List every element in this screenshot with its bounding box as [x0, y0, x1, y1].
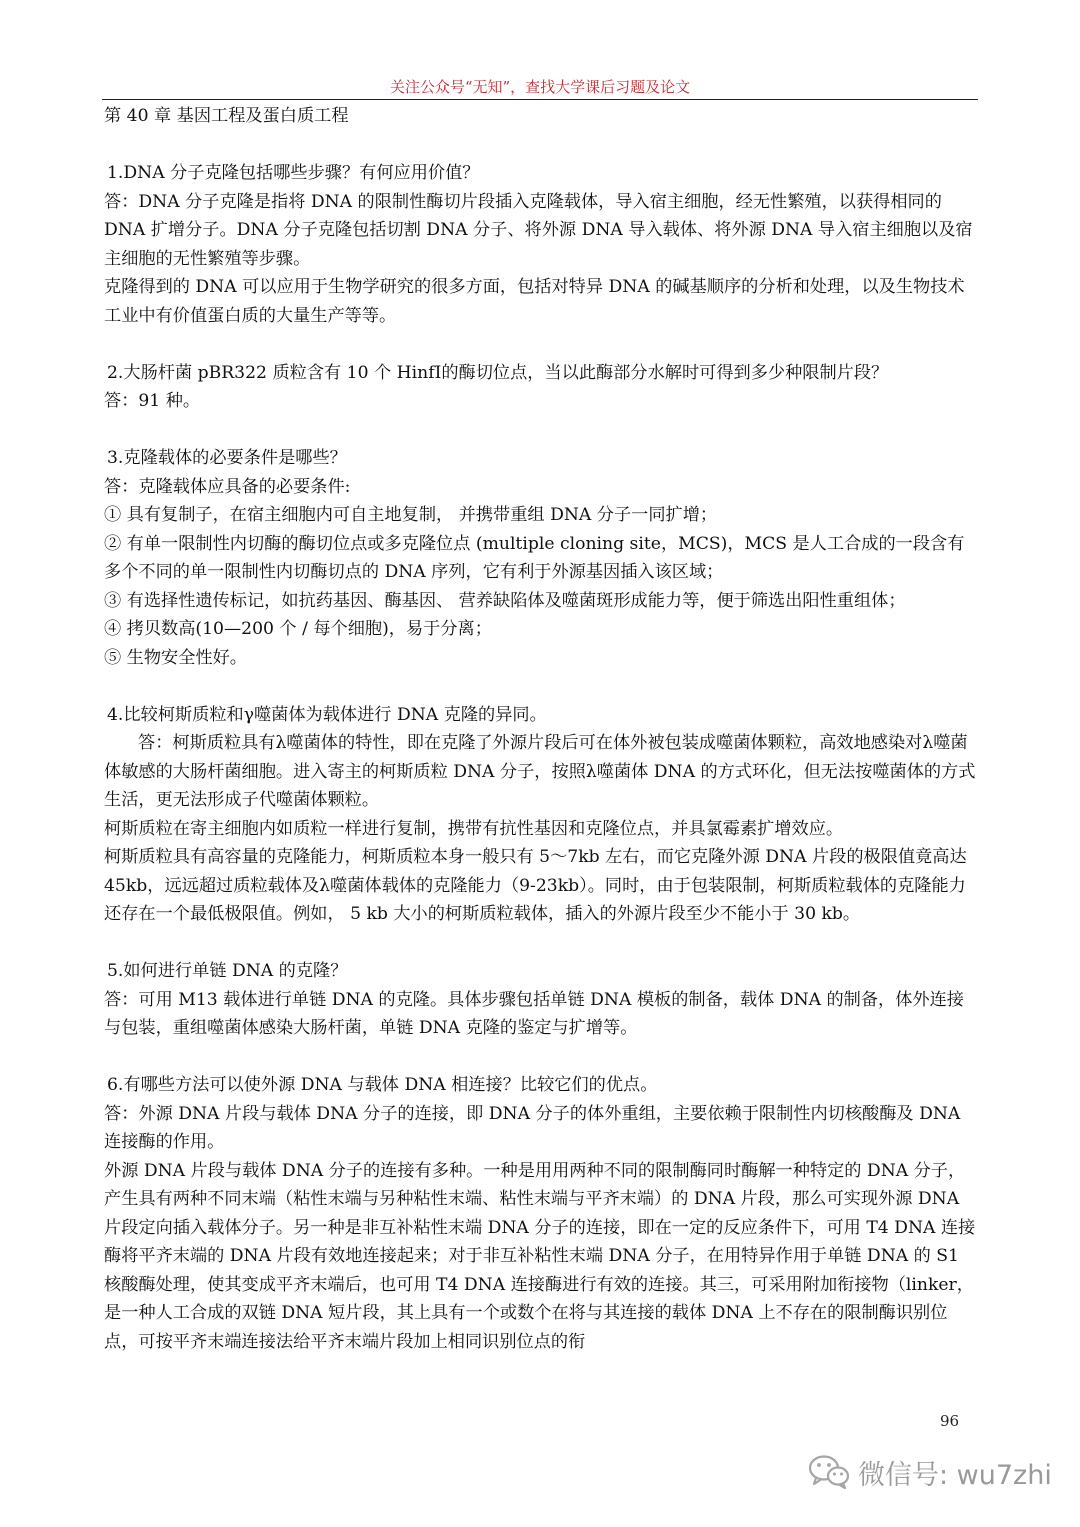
answer-2: 答：91 种。 — [104, 391, 201, 411]
header-divider — [102, 99, 978, 100]
question-1: 1.DNA 分子克隆包括哪些步骤？有何应用价值？ — [107, 163, 480, 183]
answer-4-paragraph-1: 答：柯斯质粒具有λ噬菌体的特性，即在克隆了外源片段后可在体外被包装成噬菌体颗粒，高效地感染对λ噬菌体敏感的大肠杆菌细胞。进入寄主的柯斯质粒 DNA 分子，按照λ噬菌体 DNA 的方式环化，但无法按噬菌体的方式生活，更无法形成子代噬菌体颗粒。 — [104, 733, 976, 810]
answer-6-paragraph-1: 答：外源 DNA 片段与载体 DNA 分子的连接，即 DNA 分子的体外重组，主要依赖于限制性内切核酸酶及 DNA 连接酶的作用。 — [104, 1103, 961, 1152]
answer-5: 答：可用 M13 载体进行单链 DNA 的克隆。具体步骤包括单链 DNA 模板的制备，载体 DNA 的制备，体外连接与包装，重组噬菌体感染大肠杆菌，单链 DNA 克隆的鉴定与扩增等。 — [104, 989, 964, 1038]
answer-3-item-4: ④ 拷贝数高(10—200 个 / 每个细胞)，易于分离； — [104, 619, 492, 639]
answer-3-item-1: ① 具有复制子，在宿主细胞内可自主地复制， 并携带重组 DNA 分子一同扩增； — [104, 505, 718, 525]
chapter-title: 第 40 章 基因工程及蛋白质工程 — [104, 106, 349, 126]
wechat-icon — [808, 1454, 850, 1490]
question-5: 5.如何进行单链 DNA 的克隆？ — [107, 961, 348, 981]
answer-1-paragraph-2: 克隆得到的 DNA 可以应用于生物学研究的很多方面，包括对特异 DNA 的碱基顺序的分析和处理，以及生物技术工业中有价值蛋白质的大量生产等等。 — [104, 277, 965, 326]
wechat-watermark — [808, 1452, 1052, 1492]
answer-3-item-5: ⑤ 生物安全性好。 — [104, 647, 247, 668]
question-3: 3.克隆载体的必要条件是哪些？ — [107, 448, 347, 468]
watermark-text: 微信号: wu7zhi — [858, 1459, 1052, 1491]
document-body — [104, 102, 980, 1356]
question-4: 4.比较柯斯质粒和γ噬菌体为载体进行 DNA 克隆的异同。 — [107, 704, 547, 725]
question-2: 2.大肠杆菌 pBR322 质粒含有 10 个 HinfⅠ的酶切位点，当以此酶部分水解时可得到多少种限制片段？ — [107, 362, 889, 383]
answer-1-paragraph-1: 答：DNA 分子克隆是指将 DNA 的限制性酶切片段插入克隆载体，导入宿主细胞，经无性繁殖，以获得相同的 DNA 扩增分子。DNA 分子克隆包括切割 DNA 分子、将外源 DNA 导入载体、将外源 DNA 导入宿主细胞以及宿主细胞的无性繁殖等步骤。 — [104, 191, 973, 269]
page-number: 96 — [940, 1412, 960, 1430]
answer-3-intro: 答：克隆载体应具备的必要条件: — [104, 476, 351, 497]
question-6: 6.有哪些方法可以使外源 DNA 与载体 DNA 相连接？比较它们的优点。 — [107, 1075, 658, 1095]
page-header: 关注公众号“无知”，查找大学课后习题及论文 — [389, 78, 691, 96]
answer-3-item-3: ③ 有选择性遗传标记，如抗药基因、酶基因、 营养缺陷体及噬菌斑形成能力等，便于筛选出阳性重组体； — [104, 590, 906, 611]
answer-6-paragraph-2: 外源 DNA 片段与载体 DNA 分子的连接有多种。一种是用用两种不同的限制酶同时酶解一种特定的 DNA 分子，产生具有两种不同末端（粘性末端与另种粘性末端、粘性末端与平齐末端）的 DNA 片段，那么可实现外源 DNA 片段定向插入载体分子。另一种是非互补粘性末端 DNA 分子的连接，即在一定的反应条件下，可用 T4 DNA 连接酶将平齐末端的 DNA 片段有效地连接起来；对于非互补粘性末端 DNA 分子，在用特异作用于单链 DNA 的 S1 核酸酶处理，使其变成平齐末端后，也可用 T4 DNA 连接酶进行有效的连接。其三，可采用附加衔接物（linker，是一种人工合成的双链 DNA 短片段，其上具有一个或数个在将与其连接的载体 DNA 上不存在的限制酶识别位点，可按平齐末端连接法给平齐末端片段加上相同识别位点的衔 — [104, 1160, 976, 1352]
answer-3-item-2: ② 有单一限制性内切酶的酶切位点或多克隆位点 (multiple cloning site，MCS)，MCS 是人工合成的一段含有多个不同的单一限制性内切酶切点的 DNA 序列，它有利于外源基因插入该区域； — [104, 533, 965, 582]
answer-4-paragraph-3: 柯斯质粒具有高容量的克隆能力，柯斯质粒本身一般只有 5～7kb 左右，而它克隆外源 DNA 片段的极限值竟高达 45kb，远远超过质粒载体及λ噬菌体载体的克隆能力（9-23kb）。同时，由于包装限制，柯斯质粒载体的克隆能力还存在一个最低极限值。例如， 5 kb 大小的柯斯质粒载体，插入的外源片段至少不能小于 30 kb。 — [104, 847, 967, 924]
answer-4-paragraph-2: 柯斯质粒在寄主细胞内如质粒一样进行复制，携带有抗性基因和克隆位点，并具氯霉素扩增效应。 — [104, 818, 844, 839]
